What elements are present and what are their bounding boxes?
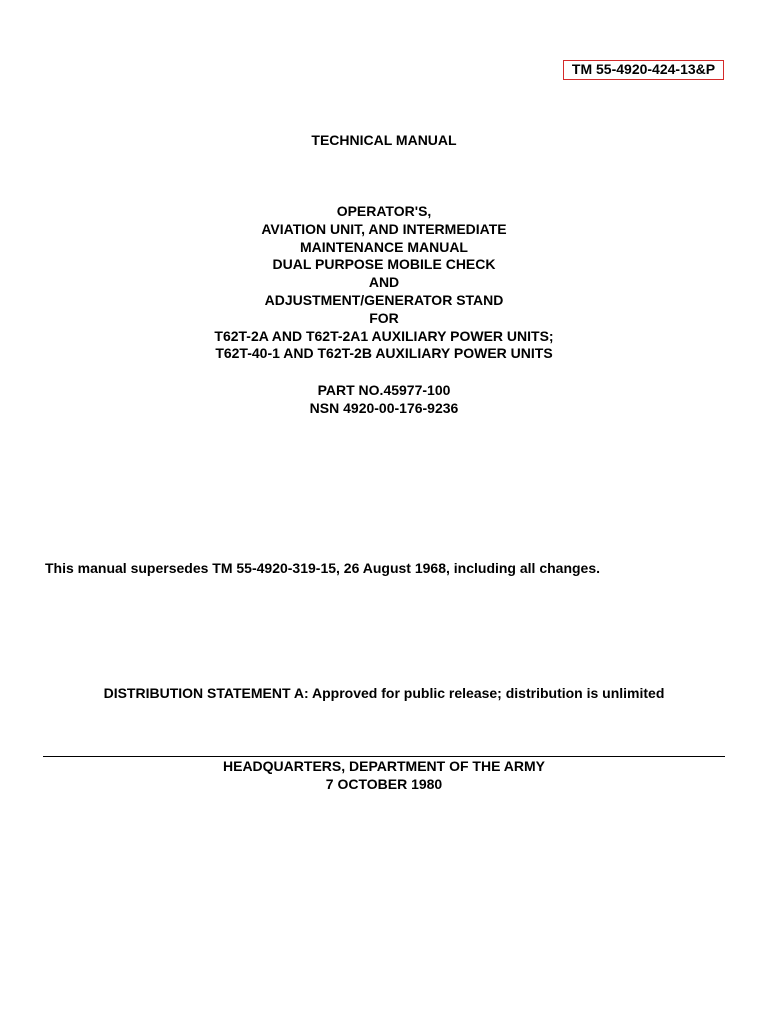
issuer: HEADQUARTERS, DEPARTMENT OF THE ARMY xyxy=(223,758,545,774)
distribution-statement: DISTRIBUTION STATEMENT A: Approved for public release; distribution is unlimited xyxy=(103,685,665,701)
title-line: FOR xyxy=(369,309,399,326)
title-line: AND xyxy=(368,274,400,291)
title-line: MAINTENANCE MANUAL xyxy=(300,238,468,255)
part-number: PART NO.45977-100 xyxy=(317,382,451,398)
manual-type: TECHNICAL MANUAL xyxy=(311,132,457,148)
issue-date: 7 OCTOBER 1980 xyxy=(325,775,443,792)
nsn: NSN 4920-00-176-9236 xyxy=(309,399,459,416)
tm-number: TM 55-4920-424-13&P xyxy=(571,61,716,77)
title-line: OPERATOR'S, xyxy=(336,203,432,219)
supersedes-notice: This manual supersedes TM 55-4920-319-15, 26 August 1968, including all changes. xyxy=(45,560,601,576)
part-identification xyxy=(0,382,768,418)
title-line: AVIATION UNIT, AND INTERMEDIATE xyxy=(261,220,507,237)
horizontal-rule xyxy=(43,756,725,757)
issuer-block xyxy=(0,758,768,794)
manual-title xyxy=(0,203,768,363)
title-line: T62T-40-1 AND T62T-2B AUXILIARY POWER UNITS xyxy=(215,345,553,362)
title-line: DUAL PURPOSE MOBILE CHECK xyxy=(272,256,496,273)
tm-number-box xyxy=(563,60,724,80)
title-line: ADJUSTMENT/GENERATOR STAND xyxy=(264,291,504,308)
manual-type-heading xyxy=(0,132,768,150)
title-line: T62T-2A AND T62T-2A1 AUXILIARY POWER UNITS; xyxy=(214,327,554,344)
